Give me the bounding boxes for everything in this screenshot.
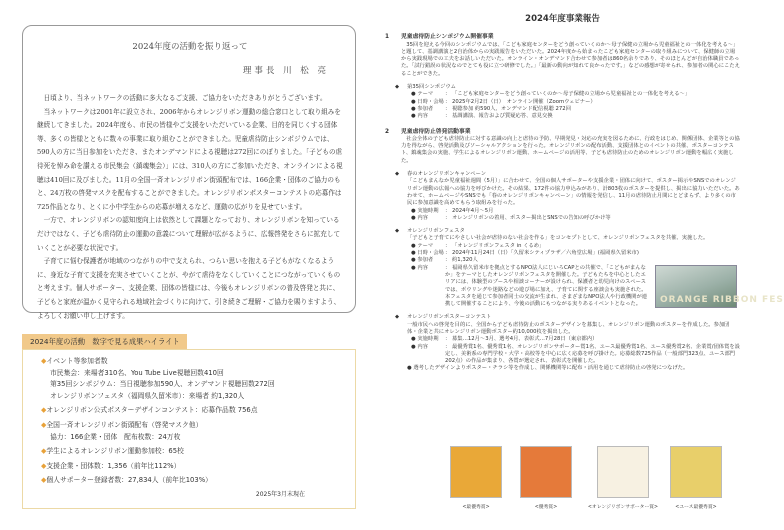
highlight-label: イベント等参加者数 xyxy=(46,357,108,365)
detail-value: ： 「オレンジリボンフェスタ in くるめ」 xyxy=(445,243,649,250)
detail-value: ： オレンジリボンの着用、ポスター掲出とSNSでの告知の呼びかけ等 xyxy=(445,215,740,222)
subsection-title: 春のオレンジリボンキャンペーン xyxy=(407,171,487,178)
detail-value: ： 視聴参加 約590人、オンデマンド配信視聴 272回 xyxy=(445,106,740,113)
detail-key: ● 日時・会場 xyxy=(411,99,445,106)
subsection-title: オレンジリボンポスターコンテスト xyxy=(407,314,492,321)
diamond-bullet-icon: ◆ xyxy=(395,171,400,178)
subsection-title: 第35回シンポジウム xyxy=(407,84,456,91)
diamond-bullet-icon: ◆ xyxy=(395,228,400,235)
diamond-bullet-icon: ◆ xyxy=(41,447,47,456)
message-paragraph: 一方で、オレンジリボンの認知度向上は依然として課題となっており、オレンジリボンを知っているだけではなく、子ども虐待防止の運動の意義について理解が広がるように、広報啓発をさらに拡充していくことが必要な状況です。 xyxy=(37,216,341,252)
subsection-heading xyxy=(395,314,740,321)
detail-key: ● 内容 xyxy=(411,344,445,366)
highlight-list xyxy=(41,356,345,487)
poster-contest xyxy=(385,314,740,372)
message-paragraph: 当ネットワークは2001年に設立され、2006年からオレンジリボン運動の総合窓口として取り組みを継続してきました。2024年度も、市民の皆様やご支援をいただいている企業、目的を同じくする団体等、多くの皆様とともに数々の事業に取り組むことができました。児童虐待防止シンポジウムでは、590人の方に当日参加をいただき、またオンデマンドによる視聴は272回にのぼりました。「子どもの虐待死を悼み命を讃える市民集会（鎮魂集会）」には、310人の方にご参加いただき、オンラインによる視聴は410回に及びました。11月の全国一斉オレンジリボン街頭配布では、166企業・団体のご協力のもと、24万枚の啓発マスクを配布することができました。オレンジリボンポスターコンテストの応募作は725作品となり、とくに小中学生からの応募が増えるなど、運動の広がりを見せています。 xyxy=(37,107,343,211)
message-author: 理事長 川 松 亮 xyxy=(242,66,329,76)
award-poster-image xyxy=(670,446,722,498)
award-poster-image xyxy=(597,446,649,498)
detail-rows xyxy=(395,91,740,120)
festa-details xyxy=(395,242,784,309)
diamond-bullet-icon: ◆ xyxy=(41,461,47,470)
diamond-bullet-icon: ◆ xyxy=(41,357,47,365)
subsection-body: 「こどもまんなか児童福祉週間（5月）」に合わせて、全国の個人サポーターや支援企業・団体に向けて、ポスター掲示やSNSでのオレンジリボン運動の広報への協力を呼びかけた。その結果、172件の協力申込みがあり、計803枚のポスターを提供し、掲出に協力いただいた。あわせて、ホームページやSNSでも「春のオレンジリボンキャンペーン」の情報を発信し、11月の虐待防止月間にとどまらず、より多くの市民に参加意識を高めてもらう取組みを行った。 xyxy=(407,178,740,207)
highlight-detail: オレンジリボンフェスタ（福岡県久留米市）：来場者 約1,320人 xyxy=(50,391,245,400)
diamond-bullet-icon: ◆ xyxy=(395,314,400,321)
highlight-label: 学生によるオレンジリボン運動参加校：65校 xyxy=(46,447,184,456)
detail-key: ● 参加者 xyxy=(411,257,445,264)
detail-value: ： 募集…12月～3月、選考4月、表彰式…7月28日（東京都内） xyxy=(445,336,740,343)
highlight-item xyxy=(41,446,345,458)
detail-rows xyxy=(395,208,740,223)
highlight-item xyxy=(41,405,345,417)
subsection-body: 「子どもと子育てにやさしい社会が虐待のない社会を作る」をコンセプトとして、オレンジリボンフェスタを共催、実施した。 xyxy=(407,235,709,242)
section-title: 児童虐待防止シンポジウム開催事業 xyxy=(401,34,494,41)
diamond-bullet-icon: ◆ xyxy=(41,406,47,415)
section-body: 35回を迎える今回のシンポジウムでは、「こども家庭センターをどう創っていくのか～母子保健の立場から児童福祉との一体化を考える～」と題して、基調講演と2自治体からの実践報告をいただいた。2024年度から始まったこども家庭センターの取り組みについて、保健師の立場から実践現場での工夫をお話しいただいた。オンライン・オンデマンド合わせて参加者は860名余りであり、そのほとんどが自治体職員であった。「試行錯誤の状況なのでとても役に立つ研修でした。」「最新の動向が知れて良かったです。」などの感想が寄せられ、参加者の関心にこたえることができた。 xyxy=(401,41,740,77)
chairman-message-box xyxy=(22,25,356,320)
highlight-detail: 第35回シンポジウム：当日視聴参加590人、オンデマンド視聴回数272回 xyxy=(50,380,275,389)
detail-value: ： 「こども家庭センターをどう創っていくのか～母子保健の立場から児童福祉との一体化を考える～」 xyxy=(445,91,740,98)
detail-key: ● テーマ xyxy=(411,243,445,250)
detail-value: ： 2024年4月～5月 xyxy=(445,208,740,215)
subsection-title: オレンジリボンフェスタ xyxy=(407,228,465,235)
note-text: 選考したデザインよりポスター・チラシ等を作成し、関係機関等に配布・活用を通じて虐待防止の啓発につなげた。 xyxy=(413,365,689,372)
highlight-item xyxy=(41,356,345,402)
poster-caption: <最優秀賞> xyxy=(462,505,490,510)
detail-row xyxy=(395,99,740,106)
diamond-bullet-icon: ◆ xyxy=(41,476,47,485)
award-poster-image xyxy=(450,446,502,498)
highlight-detail: 市民集会：来場者310名、You Tube Live視聴回数410回 xyxy=(50,368,224,377)
detail-key: ● 内容 xyxy=(411,215,445,222)
detail-key: ● テーマ xyxy=(411,91,445,98)
detail-key: ● 内容 xyxy=(411,265,445,309)
spring-campaign xyxy=(385,171,740,222)
detail-rows xyxy=(395,243,649,309)
detail-row xyxy=(395,243,649,250)
detail-value: ： 基調講演、報告および質疑応答、意見交換 xyxy=(445,113,740,120)
detail-row xyxy=(395,336,740,343)
photo-sign-text: ORANGE RIBBON FES xyxy=(660,295,784,306)
highlight-item xyxy=(41,420,345,443)
subsection-body: 一般市民への啓発を目的に、全国から子ども虐待防止のポスターデザインを募集し、オレンジリボン運動のポスターを作成した。参加団体・企業と共にオレンジリボン運動ポスター約10,000枚を掲出した。 xyxy=(407,321,730,335)
annual-report xyxy=(385,0,784,373)
detail-row xyxy=(395,257,649,264)
highlight-item xyxy=(41,461,345,473)
detail-row xyxy=(395,91,740,98)
poster-caption: <ユース最優秀賞> xyxy=(675,505,717,510)
detail-value: ： 2025年2月2日（日） オンライン開催（Zoomウェビナー） xyxy=(445,99,740,106)
section-heading xyxy=(385,129,740,136)
detail-key: ● 実施時期 xyxy=(411,336,445,343)
detail-row xyxy=(395,250,649,257)
detail-value: ： 最優秀賞1名、優秀賞1名、オレンジリボンサポーター賞1名、ユース最優秀賞1名、ユース優秀賞2名、企業賞/団体賞を設定し、美術系の専門学校・大学・高校等を中心に広く応募を呼び掛けた。応募総数725作品（一般部門323点、ユース部門202点）の作品が集まり、各賞が選定され、表彰式を開催した。 xyxy=(445,344,740,366)
highlight-label: 個人サポーター登録者数：27,834人（前年比103%） xyxy=(46,476,212,485)
detail-row xyxy=(395,344,740,366)
poster-caption: <優秀賞> xyxy=(534,505,558,510)
section-heading xyxy=(385,34,740,41)
detail-value: ： 福岡県久留米市を拠点とするNPO法人にじいろCAPとの共催で、「こどもがまんなか」をテーマとしたオレンジリボンフェスタを開催した。子どもたちを中心としたエリアには、体験型のブースや相談コーナーが設けられ、保護者と幼児向けのスペースでは、ボウリングや迷路などの遊び場に加え、子育てに関する座談会も実施された。本フェスタを通じて参加者同士の交流が生まれ、さまざまなNPO法人や行政機関が連携して開催することにより、今後の活動にもつながる実りあるイベントとなった。 xyxy=(445,265,649,309)
section-title: 児童虐待防止啓発活動事業 xyxy=(401,128,471,135)
detail-row xyxy=(395,215,740,222)
report-title: 2024年度事業報告 xyxy=(525,14,600,24)
contest-note: ● 選考したデザインよりポスター・チラシ等を作成し、関係機関等に配布・活用を通じて虐待防止の啓発につなげた。 xyxy=(407,365,689,372)
highlight-header: 2024年度の活動 数字で見る成果ハイライト xyxy=(22,334,187,349)
highlight-date: 2025年3月末現在 xyxy=(255,491,305,498)
message-title: 2024年度の活動を振り返って xyxy=(132,42,248,52)
diamond-bullet-icon: ◆ xyxy=(395,84,400,91)
award-poster-image xyxy=(520,446,572,498)
section-number: 1 xyxy=(385,34,390,41)
diamond-bullet-icon: ◆ xyxy=(41,420,47,429)
highlight-label: 全国一斉オレンジリボン街頭配布（啓発マスク他） xyxy=(46,420,203,429)
highlight-label: 支援企業・団体数：1,356（前年比112%） xyxy=(46,461,181,470)
message-paragraph: 日頃より、当ネットワークの活動に多大なるご支援、ご協力をいただきありがとうございます。 xyxy=(43,94,327,102)
highlight-box xyxy=(22,349,356,509)
section-number: 2 xyxy=(385,128,390,135)
highlight-item xyxy=(41,475,345,487)
detail-key: ● 内容 xyxy=(411,113,445,120)
poster-caption: <オレンジリボンサポーター賞> xyxy=(587,505,659,510)
highlight-detail: 協力：166企業・団体 配布枚数：24万枚 xyxy=(50,432,181,441)
detail-row xyxy=(395,265,649,309)
detail-key: ● 日時・会場 xyxy=(411,250,445,257)
detail-key: ● 参加者 xyxy=(411,106,445,113)
message-paragraph: 子育てに悩む保護者が地域のつながりの中で支えられ、つらい思いを抱える子どもがなくなるように、身近な子育て支援を充実させていくことが、やがて虐待をなくしていくことにつながっていくものと考えます。個人サポーター、支援企業、団体の皆様には、今後もオレンジリボンの普及啓発と共に、子どもと家庭が温かく見守られる地域社会づくりに向けて、引き続きご理解・ご協力を賜りますよう、よろしくお願い申し上げます。 xyxy=(37,257,341,320)
detail-row xyxy=(395,113,740,120)
detail-rows xyxy=(395,336,740,365)
festa-photo xyxy=(655,265,784,308)
detail-value: ： 2024年11月24日（日）「久留米シティプラザ／六角堂広場」(福岡県久留米市) xyxy=(445,250,649,257)
detail-key: ● 実施時期 xyxy=(411,208,445,215)
section-body: 社会全体の子ども虐待防止に対する意識の向上と虐待の予防、早期発見・対応の充実を図るために、行政をはじめ、関係団体、企業等との協力を得ながら、啓発活動及びソーシャルアクションを行った。オレンジリボンの配布活動、支援団体とのイベントの共催、ポスターコンテスト、鎮魂集会の実施、学生によるオレンジリボン運動、ホームページの活用等、子ども虐待防止のためのオレンジリボン運動を幅広く実施した。 xyxy=(401,135,740,164)
orange-ribbon-festa xyxy=(385,228,784,308)
symposium-details xyxy=(385,84,740,120)
detail-row xyxy=(395,208,740,215)
highlight-label: オレンジリボン公式ポスターデザインコンテスト：応募作品数 756点 xyxy=(46,406,258,415)
detail-value: ： 約1,320人 xyxy=(445,257,649,264)
